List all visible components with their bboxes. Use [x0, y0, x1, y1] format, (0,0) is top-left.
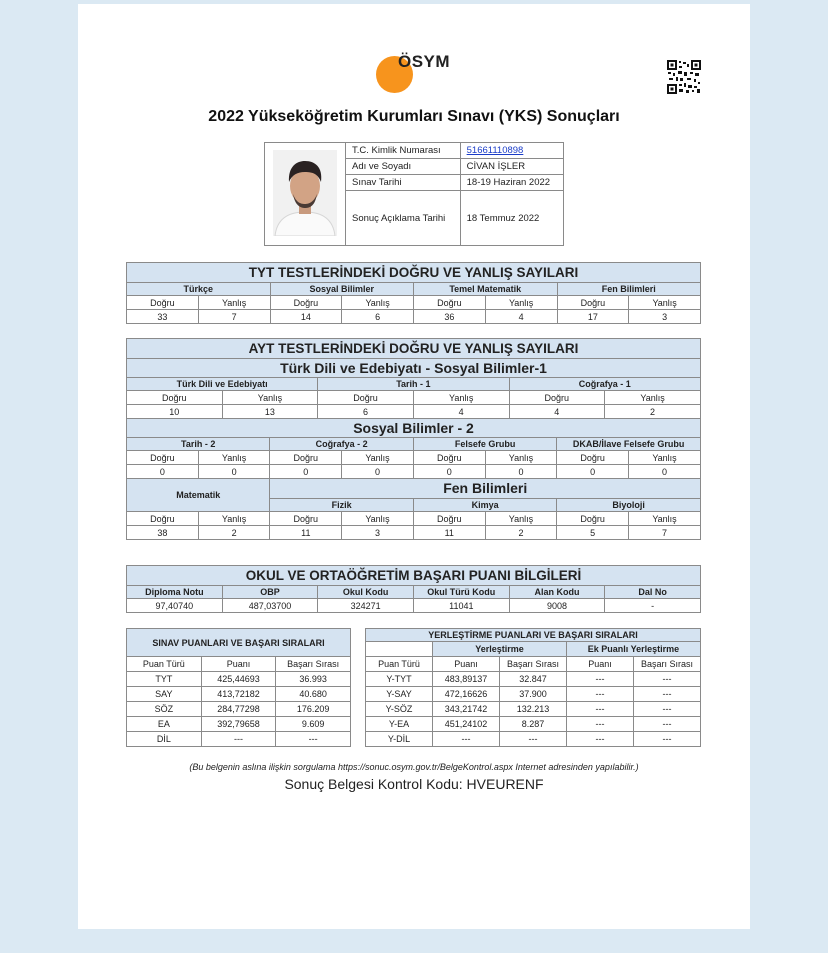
value-cell: 324271: [318, 599, 414, 613]
subsection-title: Fen Bilimleri: [270, 479, 701, 499]
empty-cell: [366, 642, 433, 657]
value-cell: 97,40740: [127, 599, 223, 613]
qr-code-icon: [667, 60, 701, 94]
value-cell: 176.209: [276, 702, 351, 717]
col-label: Başarı Sırası: [276, 657, 351, 672]
col-label: Yanlış: [485, 296, 557, 310]
value-cell: 36.993: [276, 672, 351, 687]
group-header: Biyoloji: [557, 498, 701, 511]
value-cell: ---: [567, 702, 634, 717]
value-cell: Y-DİL: [366, 732, 433, 747]
group-header: Temel Matematik: [414, 283, 558, 296]
col-label: Yanlış: [222, 391, 318, 405]
subsection-title: Sosyal Bilimler - 2: [127, 419, 701, 438]
value-cell: 9.609: [276, 717, 351, 732]
info-value: CİVAN İŞLER: [460, 159, 563, 175]
info-value: 18 Temmuz 2022: [460, 191, 563, 246]
value-cell: ---: [634, 732, 701, 747]
col-label: Yanlış: [605, 391, 701, 405]
info-label: T.C. Kimlik Numarası: [346, 143, 461, 159]
group-header-matematik: Matematik: [127, 479, 270, 512]
info-label: Adı ve Soyadı: [346, 159, 461, 175]
value-cell: 6: [342, 310, 414, 324]
group-header: Okul Türü Kodu: [413, 586, 509, 599]
col-label: Doğru: [318, 391, 414, 405]
col-label: Doğru: [509, 391, 605, 405]
value-cell: 11041: [413, 599, 509, 613]
value-cell: SAY: [127, 687, 202, 702]
group-header: Ek Puanlı Yerleştirme: [567, 642, 701, 657]
subsection-title: Türk Dili ve Edebiyatı - Sosyal Bilimler-1: [127, 359, 701, 378]
value-cell: 7: [629, 526, 701, 540]
group-header: Okul Kodu: [318, 586, 414, 599]
group-header: Türk Dili ve Edebiyatı: [127, 378, 318, 391]
value-cell: 13: [222, 405, 318, 419]
value-cell: 33: [127, 310, 199, 324]
col-label: Başarı Sırası: [500, 657, 567, 672]
value-cell: 0: [127, 465, 199, 479]
osym-logo: [376, 52, 456, 96]
value-cell: 284,77298: [201, 702, 276, 717]
group-header: Alan Kodu: [509, 586, 605, 599]
col-label: Başarı Sırası: [634, 657, 701, 672]
value-cell: 3: [342, 526, 414, 540]
group-header: Kimya: [413, 498, 556, 511]
table-row: [366, 732, 701, 747]
value-cell: 343,21742: [433, 702, 500, 717]
section-title: AYT TESTLERİNDEKİ DOĞRU VE YANLIŞ SAYILARI: [127, 339, 701, 359]
value-cell: 0: [270, 465, 342, 479]
col-label: Puanı: [567, 657, 634, 672]
value-cell: 472,16626: [433, 687, 500, 702]
tc-number[interactable]: [460, 143, 563, 159]
value-cell: Y-SÖZ: [366, 702, 433, 717]
value-cell: 2: [485, 526, 557, 540]
value-cell: 6: [318, 405, 414, 419]
table-row: [127, 732, 351, 747]
group-header: Dal No: [605, 586, 701, 599]
table-row: [366, 687, 701, 702]
value-cell: 483,89137: [433, 672, 500, 687]
value-cell: 37.900: [500, 687, 567, 702]
result-document: [78, 4, 750, 929]
group-header: Fen Bilimleri: [557, 283, 701, 296]
value-cell: ---: [634, 672, 701, 687]
table-row: [127, 687, 351, 702]
info-value: 18-19 Haziran 2022: [460, 175, 563, 191]
value-cell: ---: [433, 732, 500, 747]
value-cell: 14: [270, 310, 342, 324]
col-label: Yanlış: [485, 512, 557, 526]
col-label: Yanlış: [342, 451, 414, 465]
group-header: Fizik: [270, 498, 413, 511]
col-label: Doğru: [270, 512, 342, 526]
col-label: Doğru: [557, 296, 629, 310]
control-code: Sonuç Belgesi Kontrol Kodu: HVEURENF: [284, 776, 544, 792]
value-cell: ---: [276, 732, 351, 747]
group-header: Yerleştirme: [433, 642, 567, 657]
col-label: Yanlış: [342, 512, 414, 526]
col-label: Puanı: [433, 657, 500, 672]
value-cell: TYT: [127, 672, 202, 687]
value-cell: 11: [413, 526, 485, 540]
value-cell: 487,03700: [222, 599, 318, 613]
value-cell: 425,44693: [201, 672, 276, 687]
value-cell: 9008: [509, 599, 605, 613]
value-cell: SÖZ: [127, 702, 202, 717]
value-cell: 0: [485, 465, 557, 479]
value-cell: -: [605, 599, 701, 613]
value-cell: ---: [634, 717, 701, 732]
value-cell: 392,79658: [201, 717, 276, 732]
tyt-table: [126, 262, 701, 324]
col-label: Doğru: [127, 391, 223, 405]
value-cell: 413,72182: [201, 687, 276, 702]
value-cell: ---: [567, 717, 634, 732]
col-label: Yanlış: [198, 512, 270, 526]
col-label: Yanlış: [198, 296, 270, 310]
table-row: [127, 702, 351, 717]
group-header: Felsefe Grubu: [413, 438, 556, 451]
col-label: Doğru: [270, 451, 342, 465]
candidate-info-table: [264, 142, 564, 246]
group-header: Diploma Notu: [127, 586, 223, 599]
page-title: 2022 Yükseköğretim Kurumları Sınavı (YKS) Sonuçları: [208, 108, 620, 125]
tc-number-link[interactable]: 51661110898: [466, 145, 524, 157]
table-row: [366, 717, 701, 732]
ayt-table: [126, 338, 701, 540]
col-label: Yanlış: [198, 451, 270, 465]
col-label: Doğru: [414, 296, 486, 310]
value-cell: 5: [557, 526, 629, 540]
logo-text: ÖSYM: [398, 52, 451, 71]
value-cell: 0: [413, 465, 485, 479]
value-cell: 451,24102: [433, 717, 500, 732]
col-label: Yanlış: [485, 451, 557, 465]
yerlestirme-table: [365, 628, 701, 747]
info-label: Sınav Tarihi: [346, 175, 461, 191]
col-label: Yanlış: [629, 451, 701, 465]
col-label: Puan Türü: [127, 657, 202, 672]
value-cell: 38: [127, 526, 199, 540]
value-cell: 132.213: [500, 702, 567, 717]
group-header: DKAB/İlave Felsefe Grubu: [557, 438, 701, 451]
value-cell: ---: [500, 732, 567, 747]
value-cell: ---: [201, 732, 276, 747]
value-cell: EA: [127, 717, 202, 732]
group-header: Tarih - 2: [127, 438, 270, 451]
group-header: Sosyal Bilimler: [270, 283, 414, 296]
value-cell: Y-TYT: [366, 672, 433, 687]
section-title: TYT TESTLERİNDEKİ DOĞRU VE YANLIŞ SAYILARI: [127, 263, 701, 283]
group-header: Coğrafya - 2: [270, 438, 413, 451]
col-label: Doğru: [413, 512, 485, 526]
group-header: OBP: [222, 586, 318, 599]
value-cell: 3: [629, 310, 701, 324]
table-row: [127, 717, 351, 732]
col-label: Doğru: [270, 296, 342, 310]
col-label: Yanlış: [629, 296, 701, 310]
table-row: [127, 672, 351, 687]
value-cell: 0: [629, 465, 701, 479]
value-cell: 17: [557, 310, 629, 324]
section-title: OKUL VE ORTAÖĞRETİM BAŞARI PUANI BİLGİLERİ: [127, 566, 701, 586]
value-cell: ---: [634, 702, 701, 717]
col-label: Yanlış: [629, 512, 701, 526]
verification-note: (Bu belgenin aslına ilişkin sorgulama https://sonuc.osym.gov.tr/BelgeKontrol.aspx Internet adresinden yapılabilir.): [189, 762, 639, 772]
value-cell: 4: [485, 310, 557, 324]
value-cell: ---: [567, 687, 634, 702]
value-cell: DİL: [127, 732, 202, 747]
col-label: Yanlış: [413, 391, 509, 405]
value-cell: 10: [127, 405, 223, 419]
col-label: Doğru: [127, 512, 199, 526]
okul-table: [126, 565, 701, 613]
col-label: Yanlış: [342, 296, 414, 310]
value-cell: 0: [557, 465, 629, 479]
col-label: Puan Türü: [366, 657, 433, 672]
value-cell: 11: [270, 526, 342, 540]
table-row: [366, 672, 701, 687]
col-label: Doğru: [127, 296, 199, 310]
col-label: Doğru: [127, 451, 199, 465]
sinav-puanlari-table: [126, 628, 351, 747]
value-cell: 0: [342, 465, 414, 479]
value-cell: ---: [567, 672, 634, 687]
candidate-photo: [265, 143, 346, 246]
value-cell: 4: [509, 405, 605, 419]
info-label: Sonuç Açıklama Tarihi: [346, 191, 461, 246]
value-cell: ---: [567, 732, 634, 747]
value-cell: Y-EA: [366, 717, 433, 732]
value-cell: 0: [198, 465, 270, 479]
group-header: Türkçe: [127, 283, 271, 296]
value-cell: 40.680: [276, 687, 351, 702]
value-cell: 8.287: [500, 717, 567, 732]
col-label: Doğru: [557, 451, 629, 465]
value-cell: ---: [634, 687, 701, 702]
value-cell: Y-SAY: [366, 687, 433, 702]
col-label: Puanı: [201, 657, 276, 672]
value-cell: 2: [198, 526, 270, 540]
person-photo-icon: [273, 150, 337, 236]
value-cell: 2: [605, 405, 701, 419]
value-cell: 32.847: [500, 672, 567, 687]
section-title: SINAV PUANLARI VE BAŞARI SIRALARI: [127, 629, 351, 657]
col-label: Doğru: [557, 512, 629, 526]
group-header: Coğrafya - 1: [509, 378, 701, 391]
value-cell: 7: [198, 310, 270, 324]
group-header: Tarih - 1: [318, 378, 509, 391]
value-cell: 36: [414, 310, 486, 324]
col-label: Doğru: [413, 451, 485, 465]
section-title: YERLEŞTİRME PUANLARI VE BAŞARI SIRALARI: [366, 629, 701, 642]
value-cell: 4: [413, 405, 509, 419]
table-row: [366, 702, 701, 717]
